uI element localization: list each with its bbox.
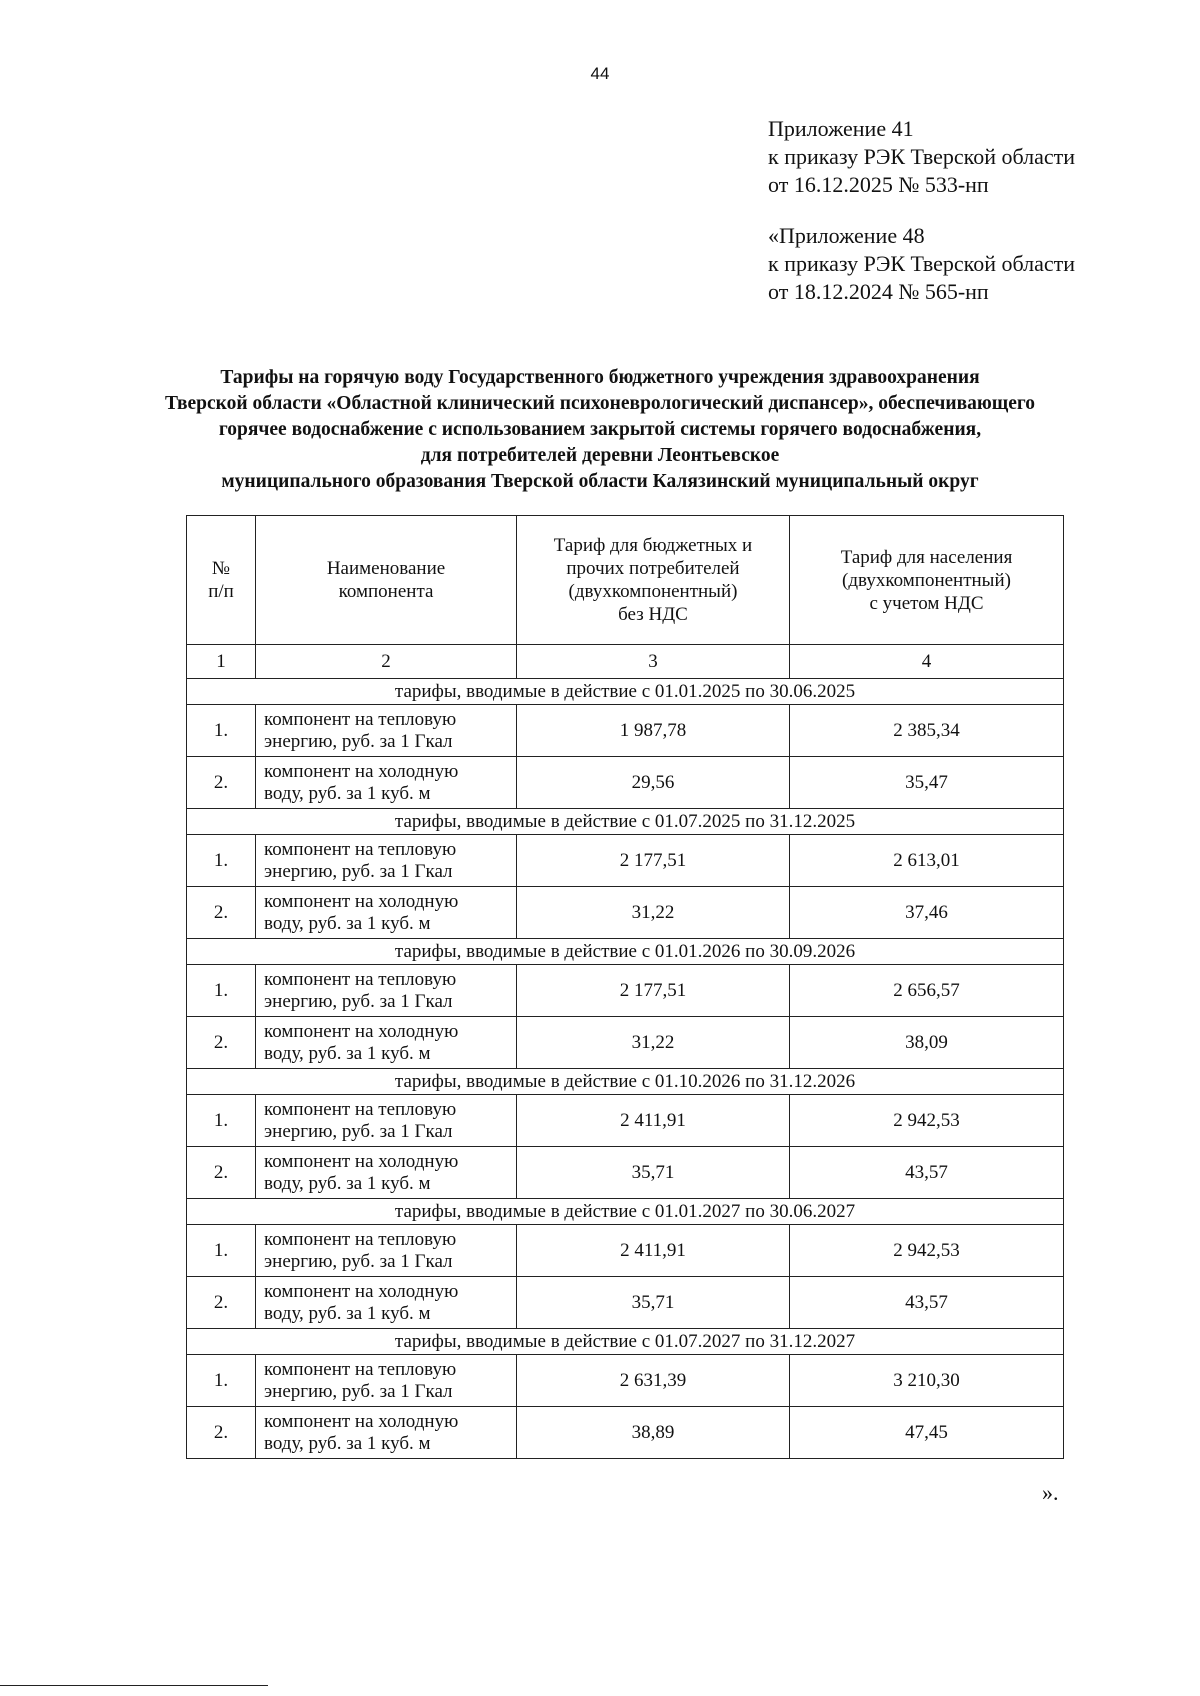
- column-number: 1: [187, 645, 256, 679]
- row-number: 1.: [187, 705, 256, 757]
- header-line: №: [211, 558, 231, 579]
- period-label: тарифы, вводимые в действие с 01.01.2025 по 30.06.2025: [187, 679, 1064, 705]
- title-line: горячее водоснабжение с использованием закрытой системы горячего водоснабжения,: [218, 419, 982, 440]
- header-line: компонента: [338, 581, 434, 602]
- component-name-line: компонент на тепловую: [264, 968, 457, 990]
- period-row: [187, 1199, 1064, 1225]
- population-tariff-value: 2 942,53: [790, 1225, 1064, 1277]
- budget-tariff-value: 35,71: [517, 1147, 790, 1199]
- row-number: 1.: [187, 1355, 256, 1407]
- component-name-line: воду, руб. за 1 куб. м: [264, 1042, 431, 1064]
- budget-tariff-value: 2 177,51: [517, 835, 790, 887]
- header-line: прочих потребителей: [566, 558, 740, 579]
- period-row: [187, 679, 1064, 705]
- component-name-line: компонент на тепловую: [264, 1358, 457, 1380]
- header-line: (двухкомпонентный): [568, 581, 738, 602]
- component-name-line: энергию, руб. за 1 Гкал: [264, 990, 453, 1012]
- column-number: 2: [256, 645, 517, 679]
- period-row: [187, 1069, 1064, 1095]
- component-name-line: энергию, руб. за 1 Гкал: [264, 1250, 453, 1272]
- appendix-line: от 16.12.2025 № 533-нп: [768, 172, 989, 197]
- header-row: [187, 516, 1064, 645]
- population-tariff-value: 3 210,30: [790, 1355, 1064, 1407]
- appendix-line: к приказу РЭК Тверской области: [768, 144, 1076, 169]
- row-number: 1.: [187, 1095, 256, 1147]
- component-name-line: воду, руб. за 1 куб. м: [264, 912, 431, 934]
- component-name: [256, 1407, 517, 1459]
- population-tariff-value: 2 942,53: [790, 1095, 1064, 1147]
- period-label: тарифы, вводимые в действие с 01.07.2027 по 31.12.2027: [187, 1329, 1064, 1355]
- table-row: [187, 1147, 1064, 1199]
- period-row: [187, 809, 1064, 835]
- budget-tariff-value: 31,22: [517, 1017, 790, 1069]
- budget-tariff-value: 35,71: [517, 1277, 790, 1329]
- table-row: [187, 1355, 1064, 1407]
- population-tariff-value: 2 613,01: [790, 835, 1064, 887]
- row-number: 1.: [187, 835, 256, 887]
- row-number: 2.: [187, 1017, 256, 1069]
- component-name-line: воду, руб. за 1 куб. м: [264, 1302, 431, 1324]
- table-row: [187, 705, 1064, 757]
- component-name-line: энергию, руб. за 1 Гкал: [264, 860, 453, 882]
- tariffs-table: [186, 515, 1064, 1459]
- budget-tariff-value: 2 411,91: [517, 1095, 790, 1147]
- table-row: [187, 1407, 1064, 1459]
- appendix-line: «Приложение 48: [768, 223, 925, 248]
- appendix-current: [768, 115, 1075, 199]
- header-line: Тариф для населения: [840, 546, 1013, 568]
- population-tariff-value: 43,57: [790, 1147, 1064, 1199]
- component-name: [256, 757, 517, 809]
- period-label: тарифы, вводимые в действие с 01.07.2025 по 31.12.2025: [187, 809, 1064, 835]
- row-number: 2.: [187, 887, 256, 939]
- column-number: 4: [790, 645, 1064, 679]
- table-row: [187, 1225, 1064, 1277]
- title-line: для потребителей деревни Леонтьевское: [420, 445, 780, 466]
- budget-tariff-value: 38,89: [517, 1407, 790, 1459]
- table-row: [187, 965, 1064, 1017]
- budget-tariff-value: 2 411,91: [517, 1225, 790, 1277]
- table-row: [187, 835, 1064, 887]
- header-line: п/п: [208, 581, 234, 602]
- row-number: 2.: [187, 1147, 256, 1199]
- population-tariff-value: 38,09: [790, 1017, 1064, 1069]
- header-line: Наименование: [326, 558, 446, 579]
- row-number: 2.: [187, 757, 256, 809]
- column-numbers-row: [187, 645, 1064, 679]
- budget-tariff-value: 29,56: [517, 757, 790, 809]
- component-name-line: воду, руб. за 1 куб. м: [264, 782, 431, 804]
- component-name-line: компонент на холодную: [264, 1410, 459, 1432]
- row-number: 1.: [187, 1225, 256, 1277]
- title-line: Тверской области «Областной клинический психоневрологический диспансер», обеспечивающего: [164, 393, 1036, 414]
- budget-tariff-value: 1 987,78: [517, 705, 790, 757]
- component-name-line: компонент на холодную: [264, 1150, 459, 1172]
- budget-tariff-value: 31,22: [517, 887, 790, 939]
- header-budget-tariff: [517, 516, 790, 645]
- component-name-line: компонент на холодную: [264, 1020, 459, 1042]
- header-line: (двухкомпонентный): [842, 569, 1011, 591]
- header-population-tariff: [790, 516, 1064, 645]
- table-row: [187, 757, 1064, 809]
- component-name-line: энергию, руб. за 1 Гкал: [264, 1380, 453, 1402]
- row-number: 2.: [187, 1277, 256, 1329]
- component-name-line: энергию, руб. за 1 Гкал: [264, 730, 453, 752]
- component-name: [256, 1277, 517, 1329]
- component-name: [256, 965, 517, 1017]
- period-label: тарифы, вводимые в действие с 01.01.2027 по 30.06.2027: [187, 1199, 1064, 1225]
- table-row: [187, 1017, 1064, 1069]
- row-number: 2.: [187, 1407, 256, 1459]
- component-name-line: компонент на тепловую: [264, 708, 457, 730]
- component-name: [256, 887, 517, 939]
- component-name: [256, 1225, 517, 1277]
- component-name-line: энергию, руб. за 1 Гкал: [264, 1120, 453, 1142]
- population-tariff-value: 37,46: [790, 887, 1064, 939]
- component-name-line: компонент на холодную: [264, 1280, 459, 1302]
- appendix-line: от 18.12.2024 № 565-нп: [768, 279, 989, 304]
- header-line: Тариф для бюджетных и: [553, 535, 753, 556]
- header-line: без НДС: [618, 604, 688, 625]
- header-num: [187, 516, 256, 645]
- table-row: [187, 887, 1064, 939]
- component-name-line: компонент на тепловую: [264, 838, 457, 860]
- period-row: [187, 1329, 1064, 1355]
- budget-tariff-value: 2 631,39: [517, 1355, 790, 1407]
- document-title: [110, 365, 1090, 495]
- component-name-line: компонент на холодную: [264, 890, 459, 912]
- component-name: [256, 1095, 517, 1147]
- population-tariff-value: 2 385,34: [790, 705, 1064, 757]
- appendix-line: к приказу РЭК Тверской области: [768, 251, 1076, 276]
- row-number: 1.: [187, 965, 256, 1017]
- component-name-line: воду, руб. за 1 куб. м: [264, 1172, 431, 1194]
- period-row: [187, 939, 1064, 965]
- header-line: с учетом НДС: [869, 592, 984, 614]
- header-name: [256, 516, 517, 645]
- component-name-line: компонент на холодную: [264, 760, 459, 782]
- column-number: 3: [517, 645, 790, 679]
- component-name: [256, 1017, 517, 1069]
- budget-tariff-value: 2 177,51: [517, 965, 790, 1017]
- appendix-original: [768, 222, 1075, 306]
- period-label: тарифы, вводимые в действие с 01.10.2026 по 31.12.2026: [187, 1069, 1064, 1095]
- component-name-line: компонент на тепловую: [264, 1228, 457, 1250]
- table-row: [187, 1277, 1064, 1329]
- component-name-line: компонент на тепловую: [264, 1098, 457, 1120]
- period-label: тарифы, вводимые в действие с 01.01.2026 по 30.09.2026: [187, 939, 1064, 965]
- component-name-line: воду, руб. за 1 куб. м: [264, 1432, 431, 1454]
- population-tariff-value: 35,47: [790, 757, 1064, 809]
- component-name: [256, 1147, 517, 1199]
- appendix-line: Приложение 41: [768, 116, 914, 141]
- title-line: муниципального образования Тверской области Калязинский муниципальный округ: [221, 471, 979, 492]
- footnote-divider: [0, 1685, 268, 1686]
- page-number: 44: [590, 64, 610, 83]
- population-tariff-value: 47,45: [790, 1407, 1064, 1459]
- component-name: [256, 835, 517, 887]
- table-row: [187, 1095, 1064, 1147]
- population-tariff-value: 43,57: [790, 1277, 1064, 1329]
- population-tariff-value: 2 656,57: [790, 965, 1064, 1017]
- component-name: [256, 1355, 517, 1407]
- title-line: Тарифы на горячую воду Государственного бюджетного учреждения здравоохранения: [220, 367, 980, 388]
- closing-quote: ».: [1042, 1480, 1059, 1505]
- component-name: [256, 705, 517, 757]
